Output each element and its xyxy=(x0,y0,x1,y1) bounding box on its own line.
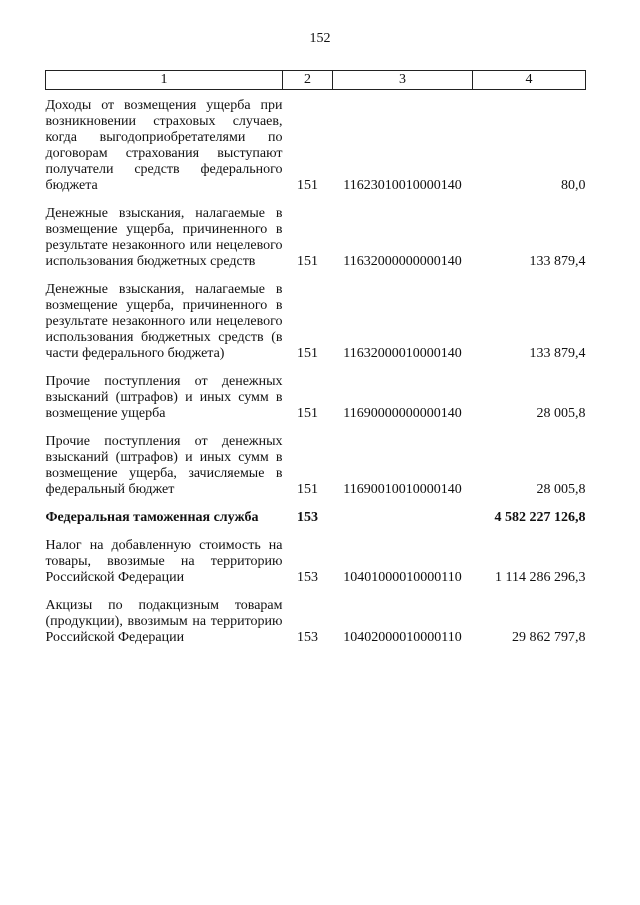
table-row xyxy=(46,90,586,195)
row-amount: 1 114 286 296,3 xyxy=(495,570,586,585)
row-admin-code: 153 xyxy=(297,570,318,585)
header-col-2: 2 xyxy=(283,71,333,90)
row-amount: 4 582 227 126,8 xyxy=(494,510,586,525)
row-admin-code: 151 xyxy=(297,482,318,497)
row-admin-code: 151 xyxy=(297,254,318,269)
row-kbk: 10401000010000110 xyxy=(343,570,462,585)
row-kbk xyxy=(333,498,473,526)
row-admin-code: 153 xyxy=(297,510,318,525)
row-amount: 28 005,8 xyxy=(536,482,586,497)
row-admin-code: 151 xyxy=(297,346,318,361)
row-name: Прочие поступления от денежных взысканий (штрафов) и иных сумм в возмещение ущерба xyxy=(45,374,283,421)
table-row xyxy=(46,362,586,422)
row-admin-code: 151 xyxy=(297,406,318,421)
table-row xyxy=(46,586,586,646)
row-name: Акцизы по подакцизным товарам (продукции), ввозимым на территорию Российской Федерации xyxy=(45,598,283,645)
row-name: Денежные взыскания, налагаемые в возмещение ущерба, причиненного в результате незаконного или нецелевого использования бюджетных средств xyxy=(45,206,283,269)
row-kbk: 10402000010000110 xyxy=(343,630,462,645)
page-number: 152 xyxy=(309,31,331,46)
table-row xyxy=(46,526,586,586)
table-row xyxy=(46,270,586,362)
row-kbk: 11690010010000140 xyxy=(343,482,462,497)
row-kbk: 11623010010000140 xyxy=(343,178,462,193)
table-header-row xyxy=(46,71,586,90)
row-amount: 28 005,8 xyxy=(536,406,586,421)
revenue-table xyxy=(45,70,586,646)
row-name: Доходы от возмещения ущерба при возникновении страховых случаев, когда выгодоприобретателями по договорам страхования выступают получатели средств федерального бюджета xyxy=(45,98,283,193)
row-kbk: 11632000000000140 xyxy=(343,254,462,269)
row-admin-code: 153 xyxy=(297,630,318,645)
row-name: Денежные взыскания, налагаемые в возмещение ущерба, причиненного в результате незаконного или нецелевого использования бюджетных средств (в части федерального бюджета) xyxy=(45,282,283,361)
row-amount: 29 862 797,8 xyxy=(512,630,586,645)
row-name: Федеральная таможенная служба xyxy=(45,510,259,525)
row-name: Прочие поступления от денежных взысканий (штрафов) и иных сумм в возмещение ущерба, зачисляемые в федеральный бюджет xyxy=(45,434,283,497)
table-row xyxy=(46,194,586,270)
row-amount: 133 879,4 xyxy=(529,346,586,361)
table-row xyxy=(46,422,586,498)
row-amount: 80,0 xyxy=(561,178,586,193)
row-kbk: 11690000000000140 xyxy=(343,406,462,421)
row-amount: 133 879,4 xyxy=(529,254,586,269)
row-name: Налог на добавленную стоимость на товары, ввозимые на территорию Российской Федерации xyxy=(45,538,283,585)
header-col-1: 1 xyxy=(46,71,283,90)
header-col-4: 4 xyxy=(473,71,586,90)
row-admin-code: 151 xyxy=(297,178,318,193)
header-col-3: 3 xyxy=(333,71,473,90)
row-kbk: 11632000010000140 xyxy=(343,346,462,361)
table-row-agency xyxy=(46,498,586,526)
